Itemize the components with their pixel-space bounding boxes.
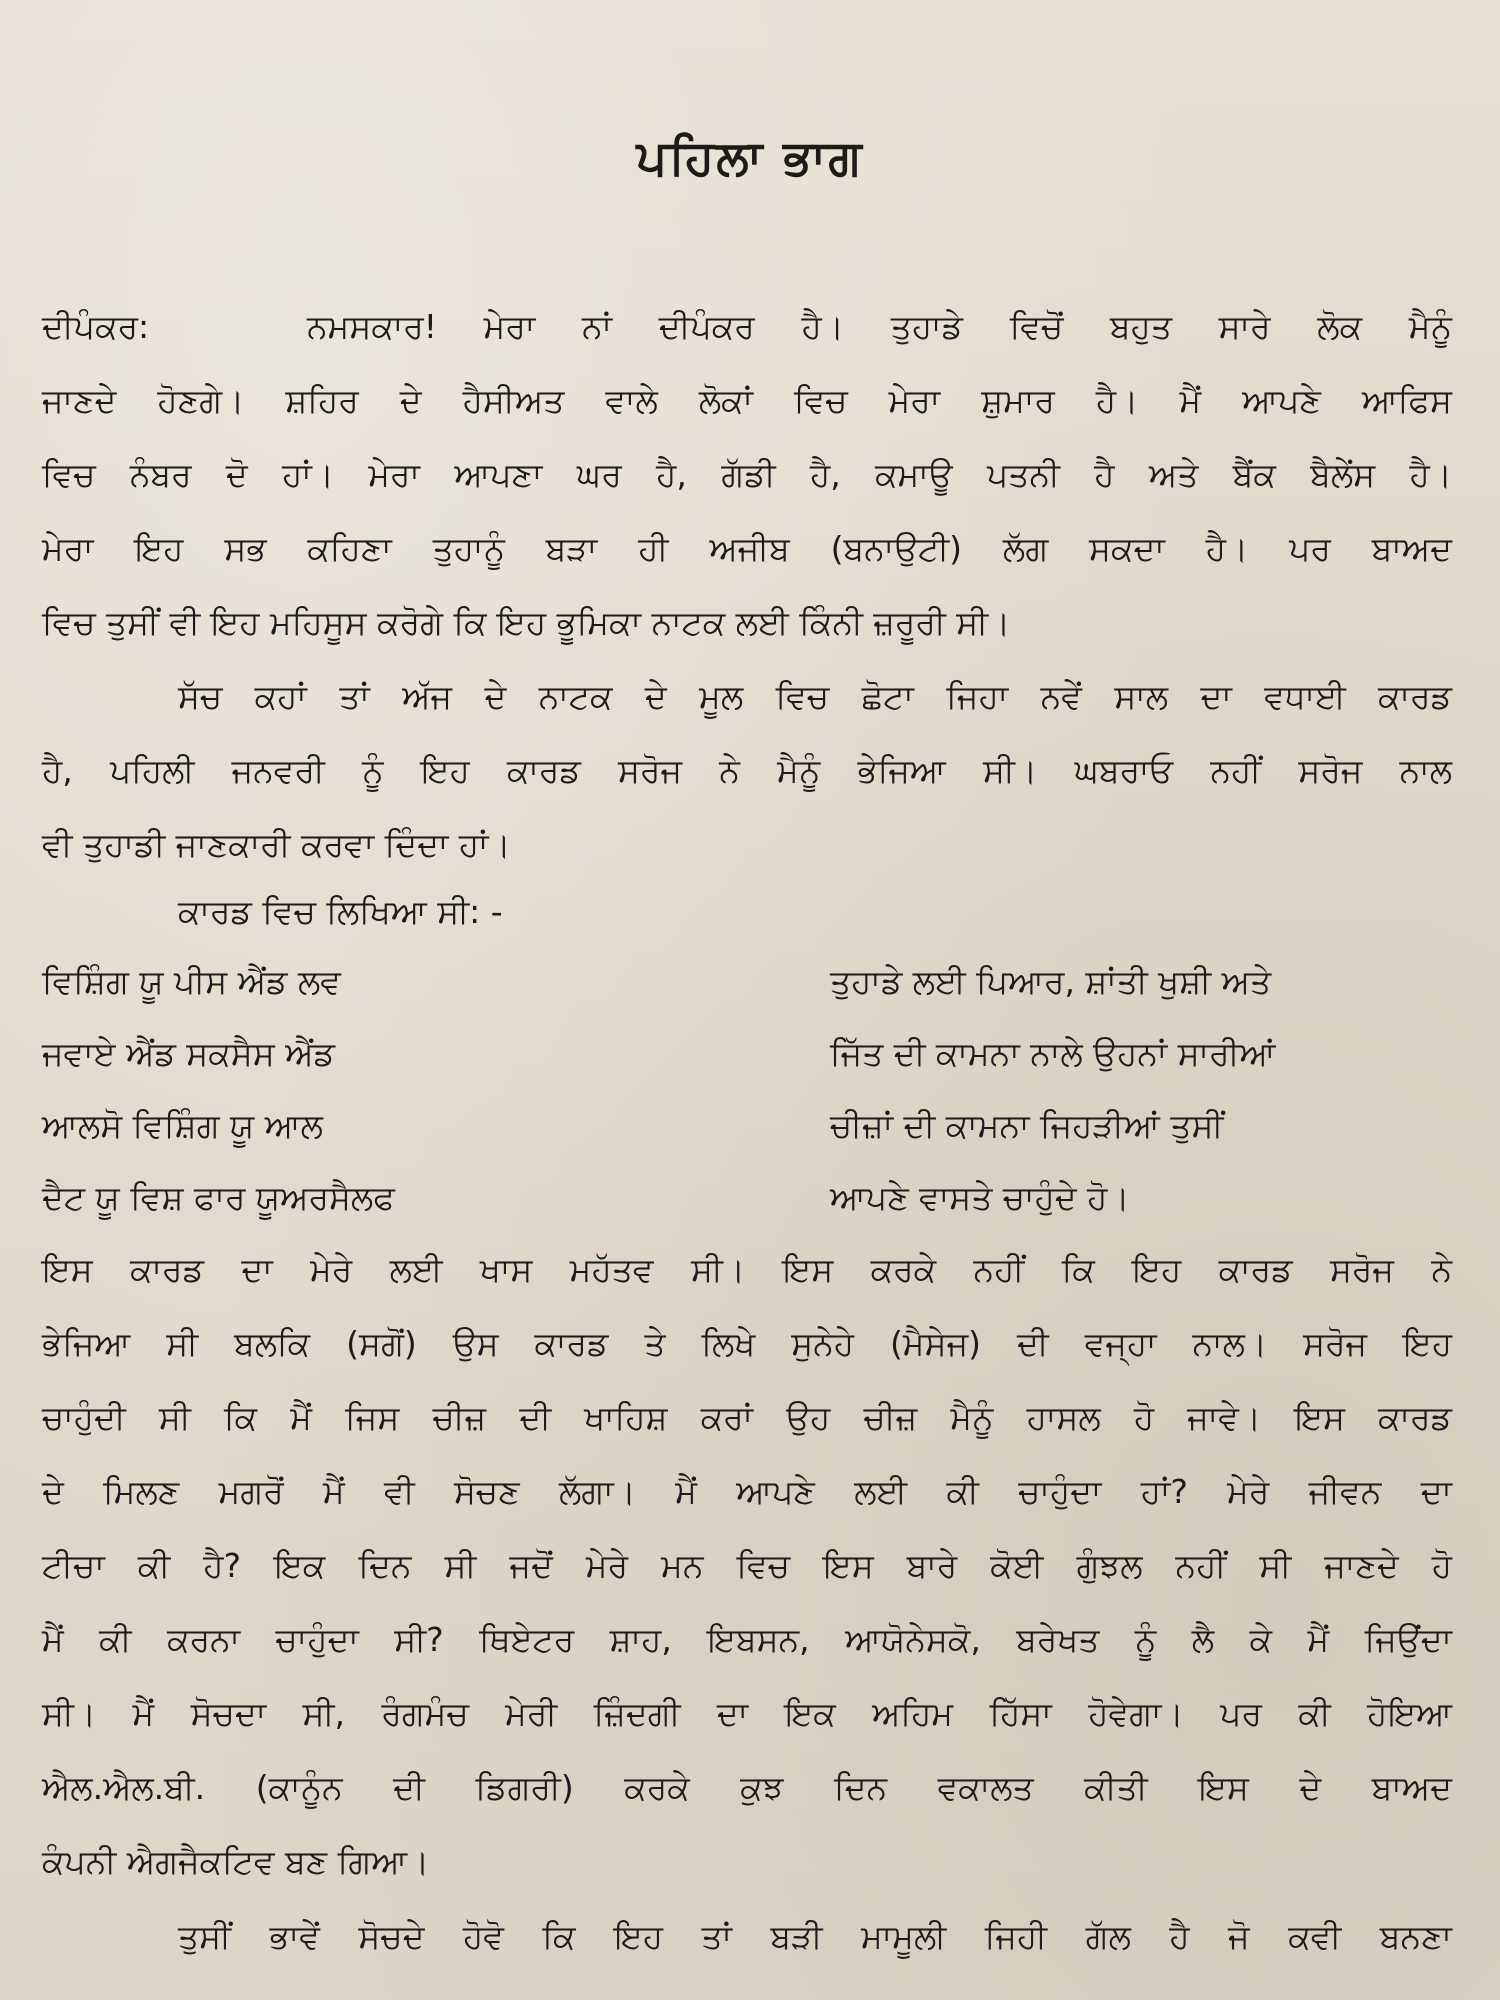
text-line: ਸੀ। ਮੈਂ ਸੋਚਦਾ ਸੀ, ਰੰਗਮੰਚ ਮੇਰੀ ਜ਼ਿੰਦਗੀ ਦਾ ਇਕ ਅਹਿਮ ਹਿੱਸਾ ਹੋਵੇਗਾ। ਪਰ ਕੀ ਹੋਇਆ: [42, 1694, 1452, 1733]
verse-right-line: ਚੀਜ਼ਾਂ ਦੀ ਕਾਮਨਾ ਜਿਹੜੀਆਂ ਤੁਸੀਂ: [830, 1106, 1224, 1145]
text-line: ਜਾਣਦੇ ਹੋਣਗੇ। ਸ਼ਹਿਰ ਦੇ ਹੈਸੀਅਤ ਵਾਲੇ ਲੋਕਾਂ ਵਿਚ ਮੇਰਾ ਸ਼ੁਮਾਰ ਹੈ। ਮੈਂ ਆਪਣੇ ਆਫਿਸ: [42, 381, 1452, 420]
speaker-name: ਦੀਪੰਕਰ:: [42, 307, 150, 346]
text-line: ਚਾਹੁੰਦੀ ਸੀ ਕਿ ਮੈਂ ਜਿਸ ਚੀਜ਼ ਦੀ ਖਾਹਿਸ਼ ਕਰਾਂ ਉਹ ਚੀਜ਼ ਮੈਨੂੰ ਹਾਸਲ ਹੋ ਜਾਵੇ। ਇਸ ਕਾਰਡ: [42, 1398, 1452, 1437]
text-line: ਮੇਰਾ ਇਹ ਸਭ ਕਹਿਣਾ ਤੁਹਾਨੂੰ ਬੜਾ ਹੀ ਅਜੀਬ (ਬਨਾਉਟੀ) ਲੱਗ ਸਕਦਾ ਹੈ। ਪਰ ਬਾਅਦ: [42, 529, 1452, 568]
verse-right-line: ਜਿੱਤ ਦੀ ਕਾਮਨਾ ਨਾਲੇ ਉਹਨਾਂ ਸਾਰੀਆਂ: [830, 1034, 1276, 1073]
text-line: ਇਸ ਕਾਰਡ ਦਾ ਮੇਰੇ ਲਈ ਖਾਸ ਮਹੱਤਵ ਸੀ। ਇਸ ਕਰਕੇ ਨਹੀਂ ਕਿ ਇਹ ਕਾਰਡ ਸਰੋਜ ਨੇ: [42, 1250, 1452, 1289]
verse-right-line: ਤੁਹਾਡੇ ਲਈ ਪਿਆਰ, ਸ਼ਾਂਤੀ ਖੁਸ਼ੀ ਅਤੇ: [830, 962, 1272, 1001]
text-line: ਹੈ, ਪਹਿਲੀ ਜਨਵਰੀ ਨੂੰ ਇਹ ਕਾਰਡ ਸਰੋਜ ਨੇ ਮੈਨੂੰ ਭੇਜਿਆ ਸੀ। ਘਬਰਾਓ ਨਹੀਂ ਸਰੋਜ ਨਾਲ: [42, 751, 1452, 790]
verse-left-line: ਜਵਾਏ ਐਂਡ ਸਕਸੈਸ ਐਂਡ: [42, 1034, 335, 1073]
text-line: ਦੇ ਮਿਲਣ ਮਗਰੋਂ ਮੈਂ ਵੀ ਸੋਚਣ ਲੱਗਾ। ਮੈਂ ਆਪਣੇ ਲਈ ਕੀ ਚਾਹੁੰਦਾ ਹਾਂ? ਮੇਰੇ ਜੀਵਨ ਦਾ: [42, 1472, 1452, 1511]
speaker-line: [42, 307, 1452, 346]
verse-left-line: ਦੈਟ ਯੂ ਵਿਸ਼ ਫਾਰ ਯੂਅਰਸੈਲਫ: [42, 1178, 395, 1217]
text-line: ਵੀ ਤੁਹਾਡੀ ਜਾਣਕਾਰੀ ਕਰਵਾ ਦਿੰਦਾ ਹਾਂ।: [42, 825, 511, 864]
verse-right-line: ਆਪਣੇ ਵਾਸਤੇ ਚਾਹੁੰਦੇ ਹੋ।: [830, 1178, 1130, 1217]
text-line: ਐਲ.ਐਲ.ਬੀ. (ਕਾਨੂੰਨ ਦੀ ਡਿਗਰੀ) ਕਰਕੇ ਕੁਝ ਦਿਨ ਵਕਾਲਤ ਕੀਤੀ ਇਸ ਦੇ ਬਾਅਦ: [42, 1768, 1452, 1807]
text-line: ਵਿਚ ਨੰਬਰ ਦੋ ਹਾਂ। ਮੇਰਾ ਆਪਣਾ ਘਰ ਹੈ, ਗੱਡੀ ਹੈ, ਕਮਾਊ ਪਤਨੀ ਹੈ ਅਤੇ ਬੈਂਕ ਬੈਲੇਂਸ ਹੈ।: [42, 455, 1452, 494]
card-intro: ਕਾਰਡ ਵਿਚ ਲਿਖਿਆ ਸੀ: -: [178, 892, 503, 931]
verse-left-line: ਵਿਸ਼ਿੰਗ ਯੂ ਪੀਸ ਐਂਡ ਲਵ: [42, 962, 341, 1001]
verse-left-line: ਆਲਸੋ ਵਿਸ਼ਿੰਗ ਯੂ ਆਲ: [42, 1106, 323, 1145]
text-line: ਤੁਸੀਂ ਭਾਵੇਂ ਸੋਚਦੇ ਹੋਵੋ ਕਿ ਇਹ ਤਾਂ ਬੜੀ ਮਾਮੂਲੀ ਜਿਹੀ ਗੱਲ ਹੈ ਜੋ ਕਵੀ ਬਨਣਾ: [178, 1917, 1452, 1956]
text-line: ਸੱਚ ਕਹਾਂ ਤਾਂ ਅੱਜ ਦੇ ਨਾਟਕ ਦੇ ਮੂਲ ਵਿਚ ਛੋਟਾ ਜਿਹਾ ਨਵੇਂ ਸਾਲ ਦਾ ਵਧਾਈ ਕਾਰਡ: [178, 677, 1452, 716]
text-line: ਮੈਂ ਕੀ ਕਰਨਾ ਚਾਹੁੰਦਾ ਸੀ? ਥਿਏਟਰ ਸ਼ਾਹ, ਇਬਸਨ, ਆਯੋਨੇਸਕੋ, ਬਰੇਖਤ ਨੂੰ ਲੈ ਕੇ ਮੈਂ ਜਿਉਂਦਾ: [42, 1620, 1452, 1659]
text-line: ਭੇਜਿਆ ਸੀ ਬਲਕਿ (ਸਗੋਂ) ਉਸ ਕਾਰਡ ਤੇ ਲਿਖੇ ਸੁਨੇਹੇ (ਮੈਸੇਜ) ਦੀ ਵਜ੍ਹਾ ਨਾਲ। ਸਰੋਜ ਇਹ: [42, 1324, 1452, 1363]
text-line: ਟੀਚਾ ਕੀ ਹੈ? ਇਕ ਦਿਨ ਸੀ ਜਦੋਂ ਮੇਰੇ ਮਨ ਵਿਚ ਇਸ ਬਾਰੇ ਕੋਈ ਗੁੰਝਲ ਨਹੀਂ ਸੀ ਜਾਣਦੇ ਹੋ: [42, 1546, 1452, 1585]
chapter-heading: ਪਹਿਲਾ ਭਾਗ: [636, 130, 864, 186]
text-line: ਕੰਪਨੀ ਐਗਜੈਕਟਿਵ ਬਣ ਗਿਆ।: [42, 1842, 430, 1881]
text-line: ਵਿਚ ਤੁਸੀਂ ਵੀ ਇਹ ਮਹਿਸੂਸ ਕਰੋਗੇ ਕਿ ਇਹ ਭੂਮਿਕਾ ਨਾਟਕ ਲਈ ਕਿੰਨੀ ਜ਼ਰੂਰੀ ਸੀ।: [42, 603, 1011, 642]
text-line: ਨਮਸਕਾਰ! ਮੇਰਾ ਨਾਂ ਦੀਪੰਕਰ ਹੈ। ਤੁਹਾਡੇ ਵਿਚੋਂ ਬਹੁਤ ਸਾਰੇ ਲੋਕ ਮੈਨੂੰ: [307, 307, 1452, 346]
